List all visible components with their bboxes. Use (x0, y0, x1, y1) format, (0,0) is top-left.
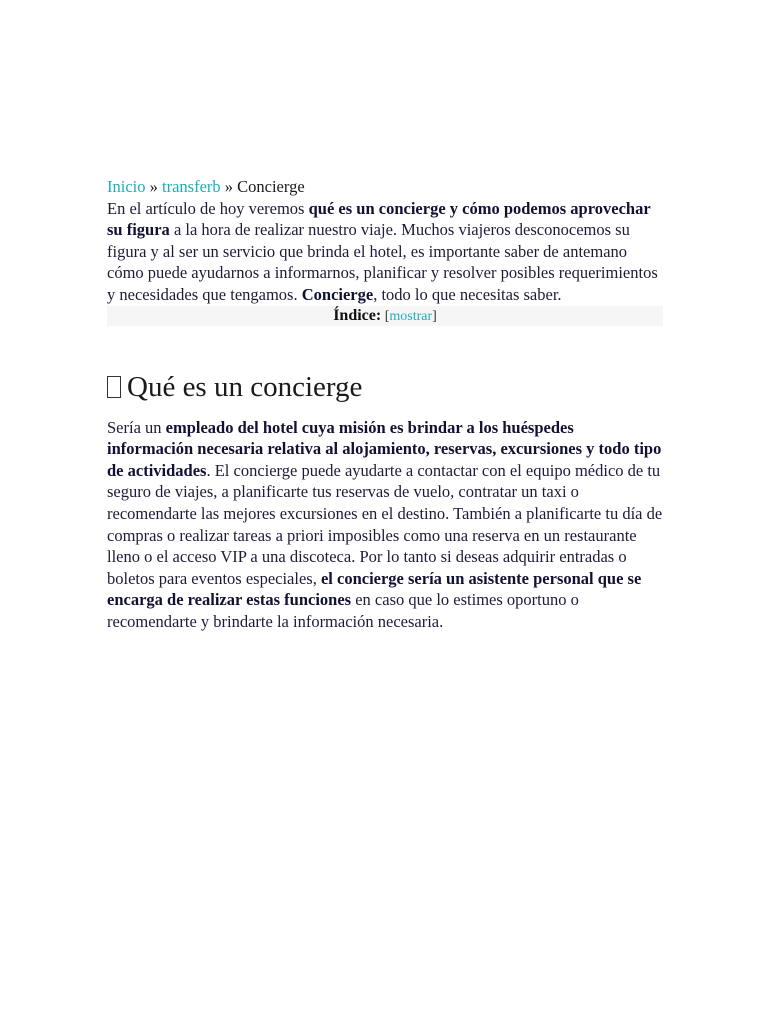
section-text: en caso que lo estimes oportuno o recomendarte y brindarte la información necesaria. (107, 590, 579, 631)
breadcrumb (107, 176, 663, 198)
breadcrumb-separator: » (145, 177, 162, 196)
section-text: . El concierge puede ayudarte a contactar con el equipo médico de tu seguro de viajes, a planificarte tus reservas de vuelo, contratar un taxi o recomendarte las mejores excursiones en el destino. También a planificarte tu día de compras o realizar tareas a priori imposibles como una reserva en un restaurante lleno o el acceso VIP a una discoteca. Por lo tanto si deseas adquirir entradas o boletos para eventos especiales, (107, 460, 663, 588)
article-content (107, 176, 663, 633)
intro-bold-text: Concierge (301, 284, 374, 304)
intro-paragraph (107, 198, 663, 306)
intro-text: a la hora de realizar nuestro viaje. Muchos viajeros desconocemos su figura y al ser un servicio que brinda el hotel, es importante saber de antemano cómo puede ayudarnos a informarnos, planificar y resolver posibles requerimientos y necesidades que tengamos. (107, 220, 658, 304)
intro-bold-text: qué es un concierge y cómo podemos aprovechar su figura (107, 198, 651, 240)
intro-text: En el artículo de hoy veremos (107, 198, 309, 218)
toc-bracket: ] (432, 308, 437, 324)
breadcrumb-home-link[interactable]: Inicio (107, 177, 146, 196)
section-heading (107, 370, 663, 404)
toc-bracket: [ (381, 308, 390, 324)
section-bold-text: empleado del hotel cuya misión es brindar a los huéspedes información necesaria relativa al alojamiento, reservas, excursiones y todo tipo de actividades (107, 417, 662, 480)
breadcrumb-separator: » (220, 177, 238, 196)
section-bold-text: el concierge sería un asistente personal que se encarga de realizar estas funciones (107, 568, 642, 610)
breadcrumb-category-link[interactable]: transferb (162, 177, 221, 196)
table-of-contents (107, 306, 663, 326)
intro-text: , todo lo que necesitas saber. (373, 284, 562, 304)
section-paragraph (107, 417, 663, 633)
toc-show-link[interactable]: mostrar (389, 308, 433, 324)
missing-glyph-icon (107, 376, 121, 398)
section-text: Sería un (107, 417, 166, 437)
toc-label: Índice: (333, 306, 382, 324)
breadcrumb-current: Concierge (237, 177, 305, 196)
section-heading-text: Qué es un concierge (127, 370, 363, 403)
